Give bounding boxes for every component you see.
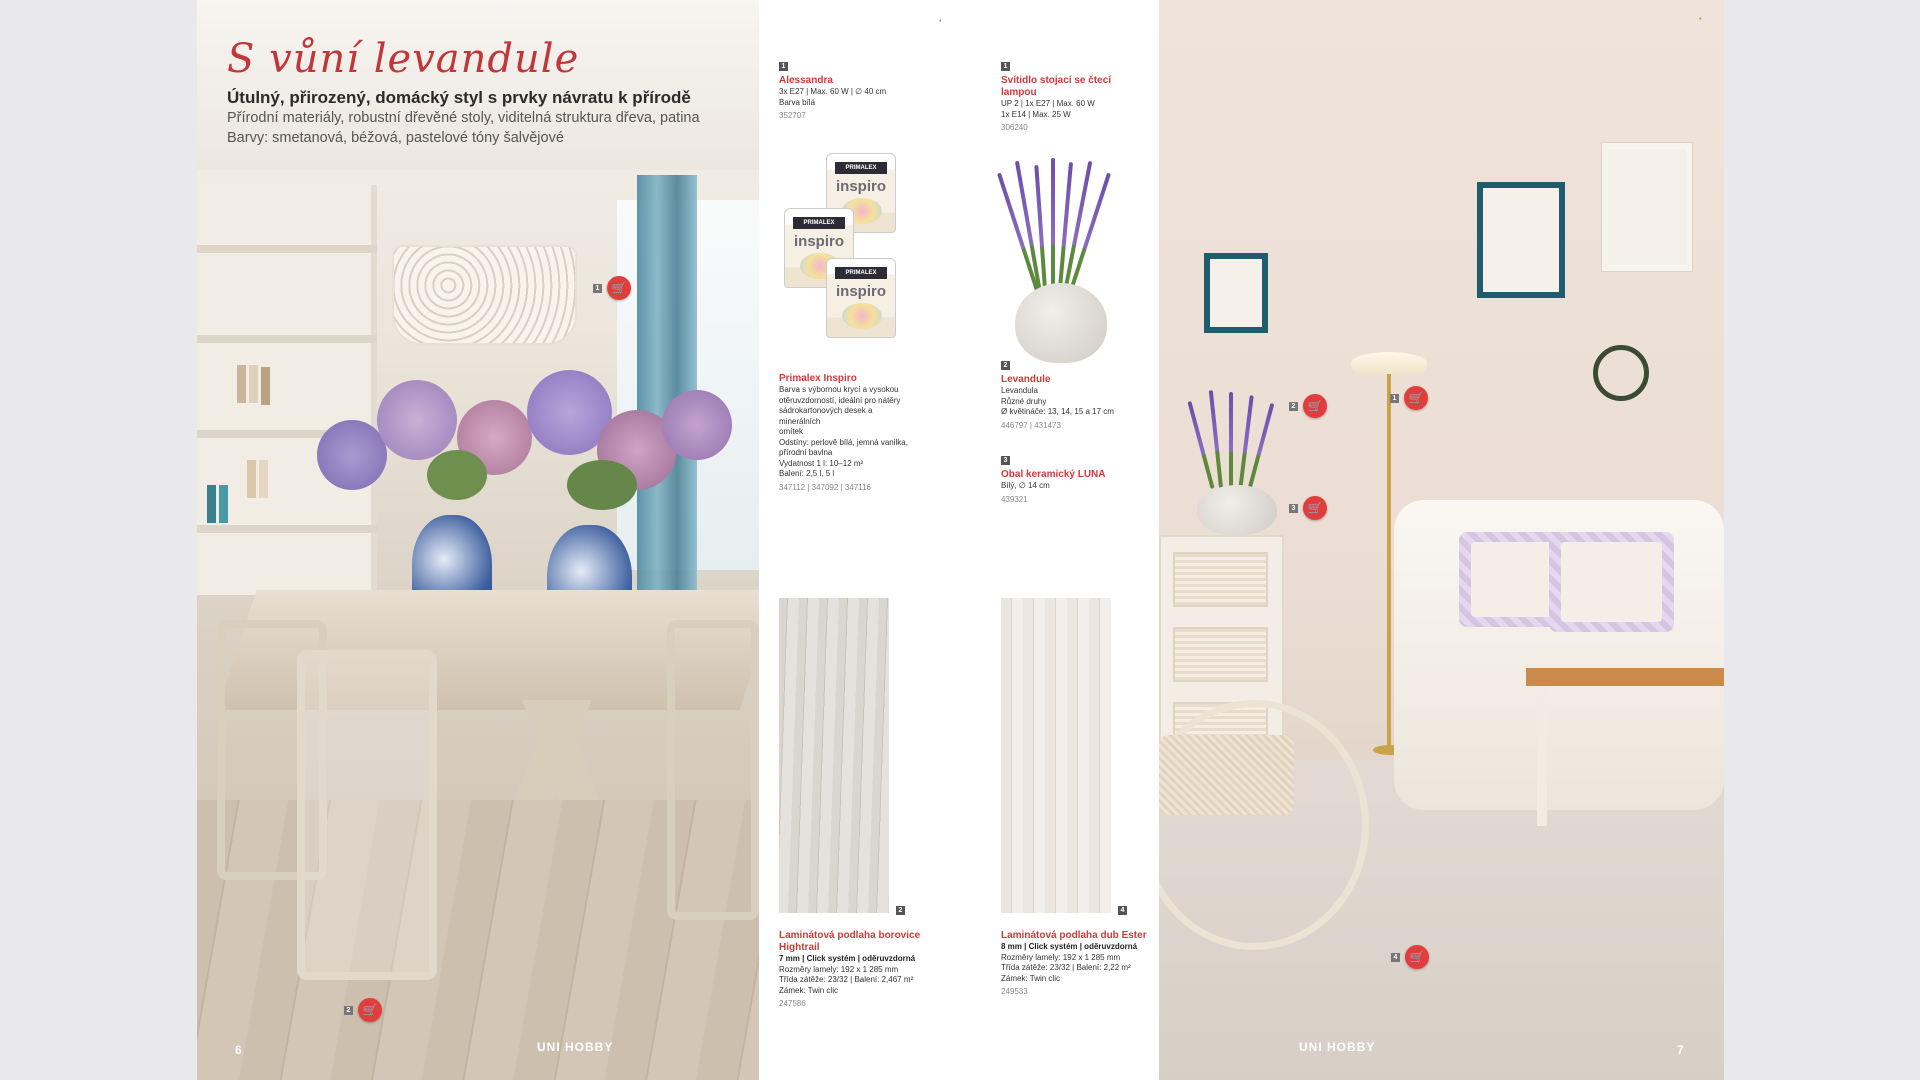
hydrangea	[662, 390, 732, 460]
hydrangea-bouquet	[317, 370, 737, 520]
book	[261, 367, 270, 405]
product-luna-pot[interactable]	[1001, 456, 1141, 505]
paint-line: inspiro	[835, 178, 886, 195]
product-primalex-inspiro[interactable]	[779, 373, 914, 493]
page-subtitle: Útulný, přirozený, domácký styl s prvky návratu k přírodě	[227, 88, 691, 107]
uni-hobby-logo: UNI HOBBY	[537, 1040, 614, 1054]
uni-hobby-logo: UNI HOBBY	[1299, 1040, 1376, 1054]
product-marker-1[interactable]	[593, 276, 631, 300]
cart-icon[interactable]: 🛒	[1404, 386, 1428, 410]
picture-frame	[1204, 253, 1268, 333]
page-number: 6	[235, 1043, 242, 1057]
product-spec: 7 mm | Click systém | oděruvzdorná	[779, 954, 916, 963]
product-name: Laminátová podlaha dub Ester	[1001, 930, 1147, 941]
product-lavender[interactable]	[1001, 361, 1141, 431]
cane-seat	[1159, 735, 1294, 815]
product-desc: Bílý, ∅ 14 cm	[1001, 481, 1050, 490]
floor-lamp-shade	[1351, 352, 1427, 374]
product-list-page	[759, 0, 1159, 1080]
product-desc: UP 2 | 1x E27 | Max. 60 W 1x E14 | Max. 25 W	[1001, 99, 1095, 119]
shelf-board	[197, 245, 377, 253]
ceramic-pot	[1197, 485, 1277, 535]
product-alessandra[interactable]	[779, 62, 949, 121]
leaves	[567, 460, 637, 510]
product-desc: 3x E27 | Max. 60 W | ∅ 40 cm Barva bílá	[779, 87, 887, 107]
paint-line: inspiro	[793, 233, 844, 250]
laminate-plank-ester	[1001, 598, 1111, 913]
book	[247, 460, 256, 498]
cart-icon[interactable]: 🛒	[607, 276, 631, 300]
floor-lamp-pole	[1387, 362, 1391, 752]
product-laminate-hightrail[interactable]	[779, 930, 939, 1009]
wicker-basket	[1173, 627, 1268, 682]
product-desc: Rozměry lamely: 192 x 1 285 mm Třída zátěže: 23/32 | Balení: 2,22 m² Zámek: Twin clic	[1001, 952, 1131, 983]
paint-swirl	[842, 303, 882, 329]
picture-frame	[1477, 182, 1565, 298]
lavender-stem	[1229, 392, 1233, 490]
lavender-stem	[997, 173, 1041, 298]
marker-number: 2	[1289, 402, 1298, 411]
book	[259, 460, 268, 498]
product-name: Primalex Inspiro	[779, 373, 857, 384]
product-badge: 1	[779, 62, 788, 71]
chair	[667, 620, 759, 920]
product-code: 352707	[779, 111, 806, 120]
book	[219, 485, 228, 523]
colors-line: Barvy: smetanová, béžová, pastelové tóny šalvějové	[227, 130, 564, 146]
product-marker-2[interactable]	[344, 998, 382, 1022]
product-marker-3[interactable]	[1289, 496, 1327, 520]
product-badge: 1	[1001, 62, 1010, 71]
cart-icon[interactable]: 🛒	[1405, 945, 1429, 969]
book	[249, 365, 258, 403]
product-code: 439321	[1001, 494, 1028, 504]
product-name: Svítidlo stojací se čtecí lampou	[1001, 75, 1112, 98]
ceramic-pot	[1015, 283, 1107, 363]
product-marker-2[interactable]	[1289, 394, 1327, 418]
corner-mark: •	[939, 18, 942, 25]
product-name: Levandule	[1001, 374, 1051, 385]
coffee-table-leg	[1537, 686, 1547, 826]
product-desc: Levandula Různé druhy Ø květináče: 13, 14, 15 a 17 cm	[1001, 386, 1114, 416]
product-badge: 3	[1001, 456, 1010, 465]
cart-icon[interactable]: 🛒	[1303, 496, 1327, 520]
paint-brand: PRIMALEX	[793, 217, 845, 229]
plank-badge: 4	[1118, 906, 1127, 915]
wreath	[1593, 345, 1649, 401]
leaves	[427, 450, 487, 500]
paint-brand: PRIMALEX	[835, 267, 887, 279]
paint-can	[826, 258, 896, 338]
marker-number: 4	[1391, 953, 1400, 962]
living-room-photo	[1159, 0, 1724, 1080]
picture-frame	[1602, 143, 1692, 271]
cart-icon[interactable]: 🛒	[1303, 394, 1327, 418]
product-code: 306240	[1001, 123, 1028, 132]
product-desc: Barva s výbornou krycí a vysokou otěruvzdorností, ideální pro nátěry sádrokartonových desek a minerálních omítek Odstíny: perlově bílá, jemná vanilka, přírodní bavlna Vydatnost 1 l: 10–12 m² Balení: 2,5 l, 5 l	[779, 385, 908, 478]
paint-line: inspiro	[835, 283, 886, 300]
page-number: 7	[1677, 1043, 1684, 1057]
product-code: 347112 | 347092 | 347116	[779, 482, 871, 492]
corner-mark: •	[1699, 16, 1702, 23]
product-laminate-ester[interactable]	[1001, 930, 1151, 997]
product-code: 446797 | 431473	[1001, 420, 1061, 430]
product-spec: 8 mm | Click systém | oděruvzdorná	[1001, 942, 1138, 951]
product-name: Obal keramický LUNA	[1001, 469, 1106, 480]
product-code: 249533	[1001, 987, 1028, 996]
paint-brand: PRIMALEX	[835, 162, 887, 174]
lavender-stem	[1051, 158, 1055, 300]
marker-number: 1	[1390, 394, 1399, 403]
product-marker-1[interactable]	[1390, 386, 1428, 410]
product-name: Alessandra	[779, 75, 833, 86]
marker-number: 2	[344, 1006, 353, 1015]
chandelier-lamp	[392, 245, 577, 345]
product-marker-4[interactable]	[1391, 945, 1429, 969]
shelf-board	[197, 335, 377, 343]
product-name: Laminátová podlaha borovice Hightrail	[779, 930, 921, 953]
product-badge: 2	[1001, 361, 1010, 370]
lavender-pillow	[1549, 532, 1674, 632]
catalog-spread	[197, 0, 1724, 1080]
marker-number: 1	[593, 284, 602, 293]
book	[237, 365, 246, 403]
laminate-plank-hightrail	[779, 598, 889, 913]
dining-room-photo	[197, 0, 759, 1080]
hydrangea	[317, 420, 387, 490]
page-title: S vůní levandule	[227, 36, 580, 82]
lavender-stem	[1248, 403, 1275, 489]
cart-icon[interactable]: 🛒	[358, 998, 382, 1022]
product-desc: Rozměry lamely: 192 x 1 285 mm Třída zátěže: 23/32 | Balení: 2,467 m² Zámek: Twin clic	[779, 964, 914, 995]
pillow-embroidery	[1561, 542, 1662, 622]
product-code: 247586	[779, 999, 806, 1008]
shelf-board	[197, 525, 377, 533]
hydrangea	[377, 380, 457, 460]
book	[207, 485, 216, 523]
coffee-table-top	[1526, 668, 1724, 686]
materials-line: Přírodní materiály, robustní dřevěné stoly, viditelná struktura dřeva, patina	[227, 110, 700, 126]
wicker-basket	[1173, 552, 1268, 607]
marker-number: 3	[1289, 504, 1298, 513]
chair	[297, 650, 437, 980]
product-floor-lamp[interactable]	[1001, 62, 1131, 133]
plank-badge: 2	[896, 906, 905, 915]
